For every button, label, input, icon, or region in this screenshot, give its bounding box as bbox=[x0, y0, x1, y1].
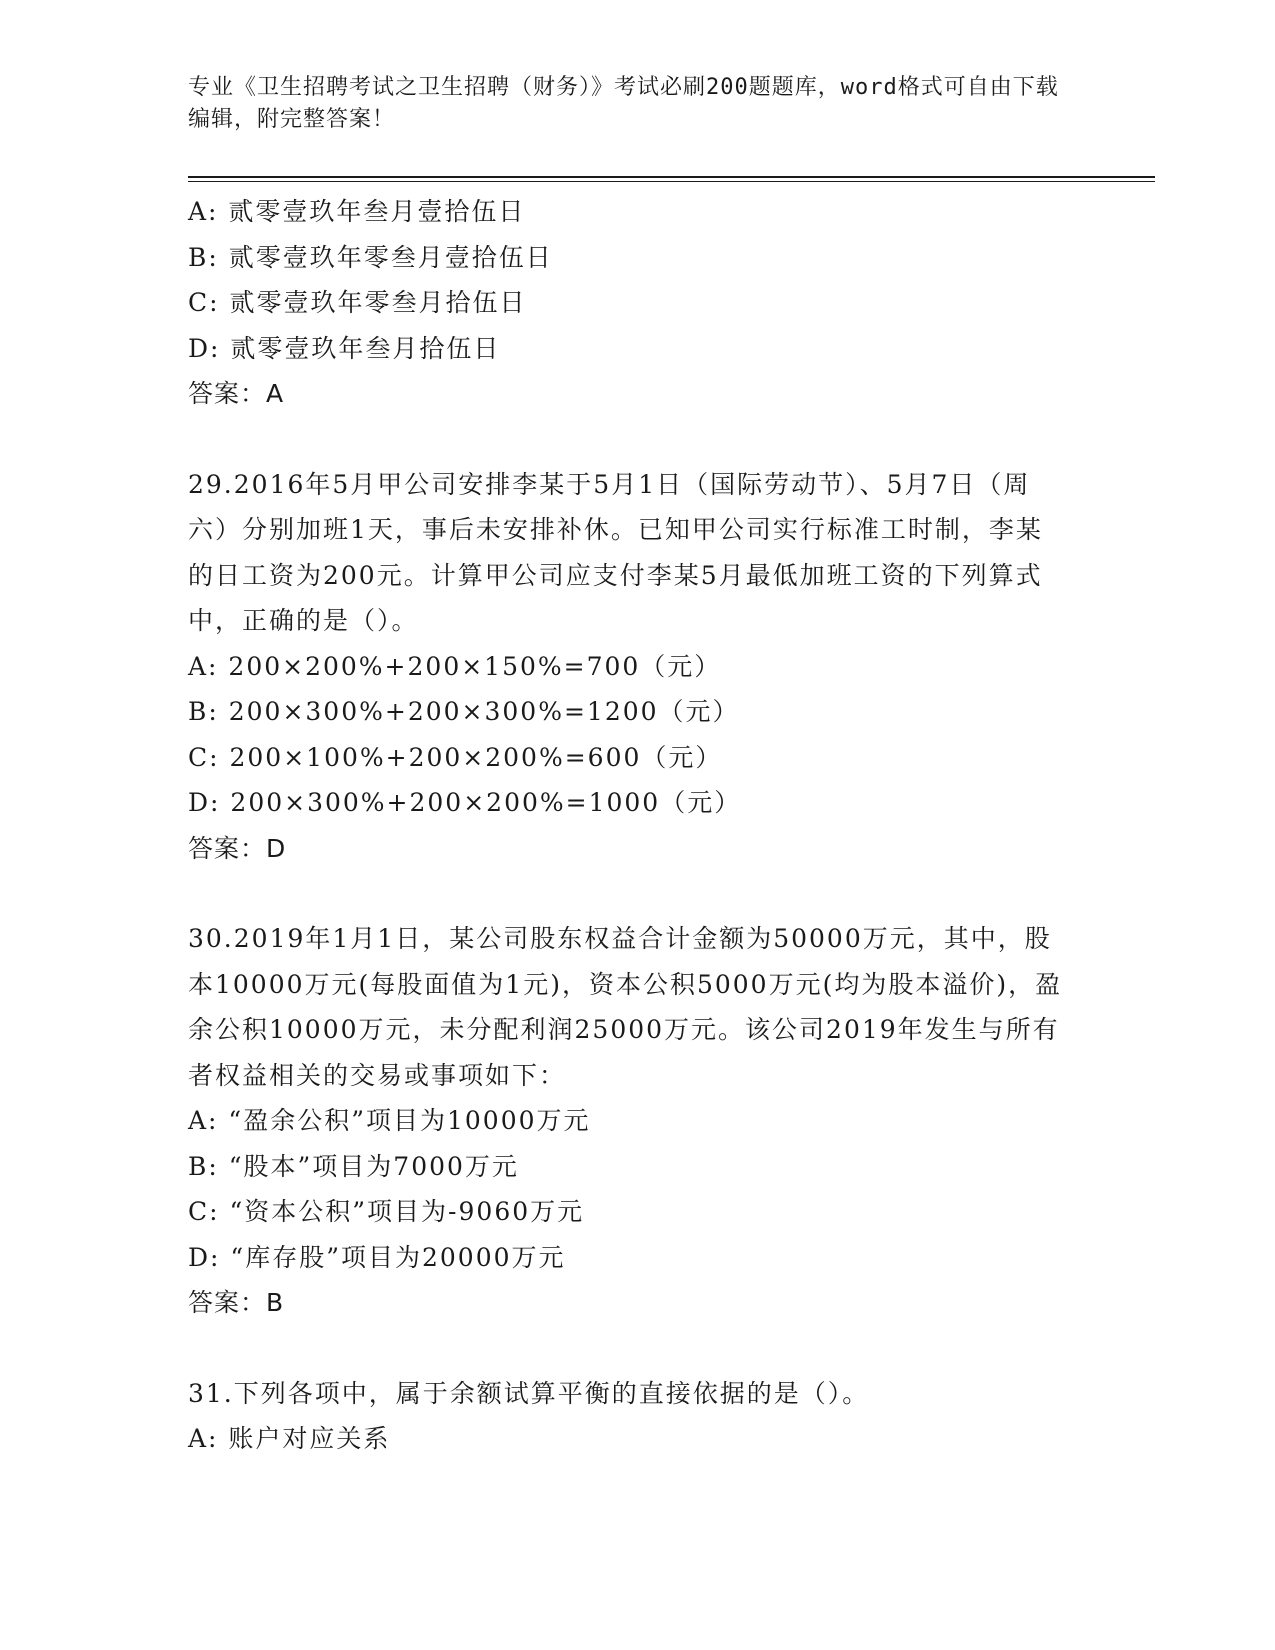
option-c: C: 200×100%+200×200%=600（元） bbox=[188, 742, 723, 772]
question-text: 31.下列各项中，属于余额试算平衡的直接依据的是（）。 bbox=[188, 1378, 870, 1408]
option-a: A: 贰零壹玖年叁月壹拾伍日 bbox=[188, 197, 526, 226]
header-divider-thin bbox=[188, 181, 1155, 182]
document-header: 专业《卫生招聘考试之卫生招聘（财务）》考试必刷200题题库，word格式可自由下载编辑，附完整答案！ bbox=[188, 75, 1059, 132]
option-d: D: 贰零壹玖年叁月拾伍日 bbox=[188, 333, 501, 363]
option-b: B: 200×300%+200×300%=1200（元） bbox=[188, 697, 740, 726]
question-block bbox=[188, 189, 1068, 417]
answer: 答案：D bbox=[188, 833, 287, 863]
option-a: A: 200×200%+200×150%=700（元） bbox=[188, 651, 722, 681]
question-block bbox=[188, 916, 1068, 1326]
header-divider bbox=[188, 176, 1155, 178]
option-c: C: “资本公积”项目为-9060万元 bbox=[188, 1197, 585, 1226]
option-b: B: “股本”项目为7000万元 bbox=[188, 1151, 519, 1181]
option-a: A: 账户对应关系 bbox=[188, 1424, 391, 1453]
option-c: C: 贰零壹玖年零叁月拾伍日 bbox=[188, 288, 527, 317]
answer: 答案：A bbox=[188, 379, 285, 408]
answer: 答案：B bbox=[188, 1288, 285, 1317]
option-d: D: 200×300%+200×200%=1000（元） bbox=[188, 788, 742, 817]
question-block bbox=[188, 1371, 1068, 1462]
option-b: B: 贰零壹玖年零叁月壹拾伍日 bbox=[188, 242, 553, 272]
option-d: D: “库存股”项目为20000万元 bbox=[188, 1242, 566, 1272]
question-text: 30.2019年1月1日，某公司股东权益合计金额为50000万元，其中，股本10000万元(每股面值为1元)，资本公积5000万元(均为股本溢价)，盈余公积10000万元，未分配利润25000万元。该公司2019年发生与所有者权益相关的交易或事项如下： bbox=[188, 924, 1063, 1090]
question-block bbox=[188, 462, 1068, 872]
option-a: A: “盈余公积”项目为10000万元 bbox=[188, 1106, 591, 1135]
question-list bbox=[188, 189, 1068, 1462]
question-text: 29.2016年5月甲公司安排李某于5月1日（国际劳动节）、5月7日（周六）分别加班1天，事后未安排补休。已知甲公司实行标准工时制，李某的日工资为200元。计算甲公司应支付李某5月最低加班工资的下列算式中，正确的是（）。 bbox=[188, 469, 1043, 635]
